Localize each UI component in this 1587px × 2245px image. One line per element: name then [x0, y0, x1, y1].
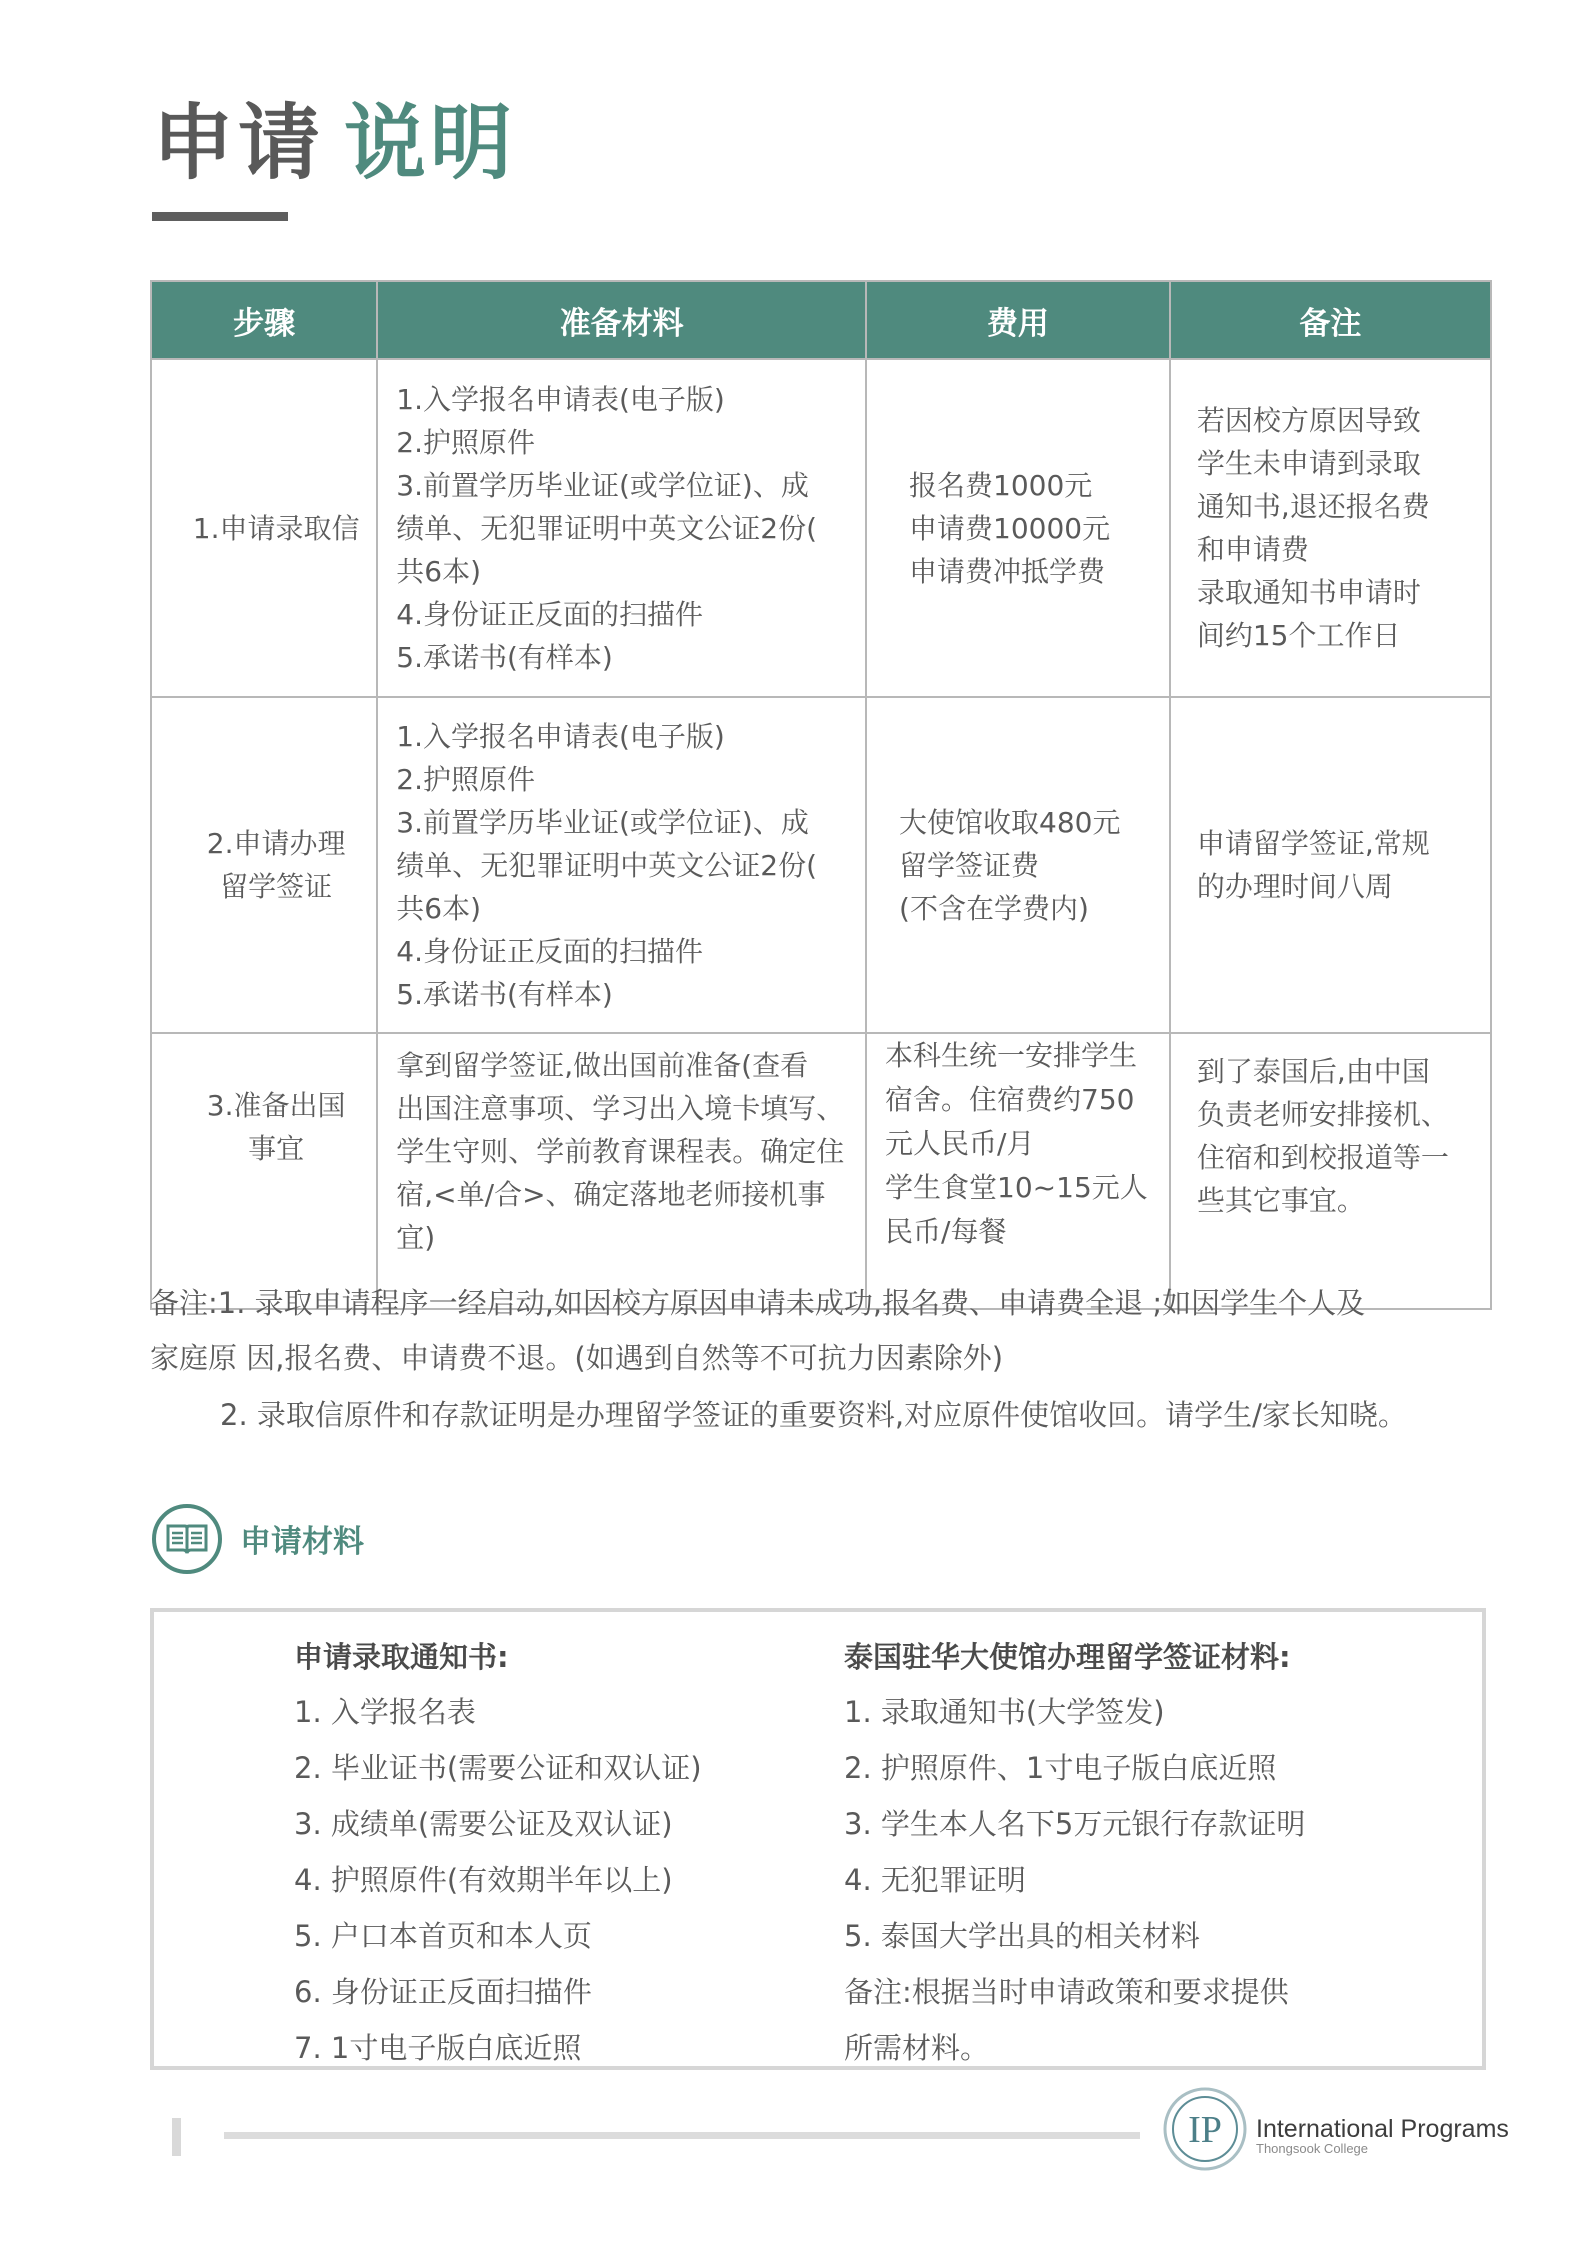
list-item: 2. 毕业证书(需要公证和双认证)	[294, 1751, 702, 1785]
cell-step	[151, 697, 377, 1033]
table-row	[151, 697, 1491, 1033]
cell-note	[1170, 1033, 1491, 1309]
cell-line: 3.前置学历毕业证(或学位证)、成	[396, 468, 809, 502]
cell-line: 留学签证	[220, 870, 333, 903]
cell-fee	[866, 1033, 1170, 1309]
cell-line: 3.前置学历毕业证(或学位证)、成	[396, 805, 809, 839]
remark-block	[150, 1276, 1492, 1443]
list-item: 备注:根据当时申请政策和要求提供	[844, 1975, 1289, 2009]
header-materials: 准备材料	[377, 281, 866, 359]
list-item: 4. 无犯罪证明	[844, 1863, 1026, 1897]
list-item: 所需材料。	[844, 2031, 990, 2065]
cell-line: 出国注意事项、学习出入境卡填写、	[396, 1092, 845, 1125]
materials-box	[150, 1608, 1486, 2070]
cell-note	[1170, 697, 1491, 1033]
remark-line-3: 2. 录取信原件和存款证明是办理留学签证的重要资料,对应原件使馆收回。请学生/家长知晓。	[220, 1398, 1407, 1432]
list-item: 2. 护照原件、1寸电子版白底近照	[844, 1751, 1277, 1785]
cell-line: (不含在学费内)	[899, 891, 1089, 925]
cell-line: 2.护照原件	[396, 425, 535, 459]
cell-line: 和申请费	[1196, 533, 1309, 566]
cell-line: 绩单、无犯罪证明中英文公证2份(	[396, 511, 818, 545]
org-subtitle: Thongsook College	[1256, 2141, 1369, 2156]
cell-line: 民币/每餐	[885, 1215, 1007, 1248]
cell-fee	[866, 359, 1170, 697]
cell-line: 宿,<单/合>、确定落地老师接机事	[396, 1178, 826, 1211]
cell-materials	[377, 1033, 866, 1309]
visa-materials-list	[844, 1630, 1305, 2076]
cell-line: 通知书,退还报名费	[1196, 490, 1430, 523]
cell-line: 到了泰国后,由中国	[1196, 1055, 1430, 1088]
cell-line: 4.身份证正反面的扫描件	[396, 597, 703, 631]
remark-line-2: 家庭原 因,报名费、申请费不退。(如遇到自然等不可抗力因素除外)	[150, 1341, 1004, 1375]
cell-line: 些其它事宜。	[1196, 1184, 1365, 1217]
cell-line: 1.入学报名申请表(电子版)	[396, 382, 725, 416]
cell-line: 录取通知书申请时	[1196, 576, 1421, 609]
table-row	[151, 1033, 1491, 1309]
cell-fee	[866, 697, 1170, 1033]
table-row	[151, 359, 1491, 697]
header-step: 步骤	[151, 281, 377, 359]
list-heading: 泰国驻华大使馆办理留学签证材料:	[844, 1640, 1291, 1674]
remark-line-1: 备注:1. 录取申请程序一经启动,如因校方原因申请未成功,报名费、申请费全退 ;如因学生个人及	[150, 1286, 1366, 1320]
cell-line: 申请费10000元	[909, 511, 1111, 545]
cell-line: 报名费1000元	[909, 468, 1093, 502]
cell-line: 学生守则、学前教育课程表。确定住	[396, 1135, 845, 1168]
cell-line: 住宿和到校报道等一	[1196, 1141, 1449, 1174]
list-item: 1. 录取通知书(大学签发)	[844, 1695, 1165, 1729]
cell-line: 宿舍。住宿费约750	[885, 1083, 1135, 1116]
cell-line: 宜)	[396, 1221, 436, 1254]
admission-materials-list	[294, 1630, 702, 2076]
page-title-part1: 申请	[152, 96, 325, 191]
cell-line: 负责老师安排接机、	[1196, 1098, 1449, 1131]
footer-logo-text	[1256, 2116, 1509, 2156]
footer-divider	[224, 2132, 1140, 2139]
cell-line: 5.承诺书(有样本)	[396, 977, 613, 1011]
logo-letters: IP	[1188, 2109, 1222, 2151]
cell-note	[1170, 359, 1491, 697]
cell-materials	[377, 359, 866, 697]
table-header-row	[151, 281, 1491, 359]
list-item: 3. 学生本人名下5万元银行存款证明	[844, 1807, 1306, 1841]
cell-line: 学生食堂10~15元人	[885, 1171, 1148, 1204]
application-steps-table	[150, 280, 1492, 1310]
list-item: 3. 成绩单(需要公证及双认证)	[294, 1807, 673, 1841]
cell-line: 1.申请录取信	[192, 511, 360, 545]
title-underline	[152, 212, 288, 221]
cell-line: 学生未申请到录取	[1196, 447, 1421, 480]
list-item: 6. 身份证正反面扫描件	[294, 1975, 592, 2009]
org-name: International Programs	[1256, 2115, 1509, 2143]
cell-line: 申请留学签证,常规	[1196, 827, 1430, 860]
cell-line: 本科生统一安排学生	[885, 1039, 1138, 1072]
cell-line: 间约15个工作日	[1196, 619, 1401, 652]
cell-line: 留学签证费	[899, 848, 1040, 882]
header-note: 备注	[1170, 281, 1491, 359]
cell-line: 绩单、无犯罪证明中英文公证2份(	[396, 848, 818, 882]
cell-step	[151, 359, 377, 697]
cell-line: 元人民币/月	[885, 1127, 1035, 1160]
header-fee: 费用	[866, 281, 1170, 359]
cell-line: 1.入学报名申请表(电子版)	[396, 719, 725, 753]
list-item: 5. 泰国大学出具的相关材料	[844, 1919, 1200, 1953]
section-title: 申请材料	[240, 1524, 364, 1560]
cell-line: 若因校方原因导致	[1196, 404, 1421, 437]
cell-line: 拿到留学签证,做出国前准备(查看	[396, 1049, 809, 1082]
list-item: 7. 1寸电子版白底近照	[294, 2031, 582, 2065]
college-logo-icon	[1162, 2086, 1248, 2172]
list-heading: 申请录取通知书:	[294, 1640, 509, 1674]
cell-line: 的办理时间八周	[1196, 870, 1393, 903]
cell-line: 申请费冲抵学费	[909, 554, 1106, 588]
cell-line: 共6本)	[396, 554, 482, 588]
cell-line: 5.承诺书(有样本)	[396, 640, 613, 674]
page-title	[152, 78, 516, 195]
cell-materials	[377, 697, 866, 1033]
cell-line: 2.申请办理	[206, 827, 346, 860]
list-item: 5. 户口本首页和本人页	[294, 1919, 592, 1953]
page-title-part2: 说明	[344, 96, 517, 191]
book-icon	[152, 1504, 222, 1574]
cell-line: 4.身份证正反面的扫描件	[396, 934, 703, 968]
cell-step	[151, 1033, 377, 1309]
cell-line: 2.护照原件	[396, 762, 535, 796]
cell-line: 共6本)	[396, 891, 482, 925]
list-item: 1. 入学报名表	[294, 1695, 476, 1729]
footer-tick	[172, 2118, 181, 2156]
list-item: 4. 护照原件(有效期半年以上)	[294, 1863, 673, 1897]
cell-line: 事宜	[248, 1132, 305, 1165]
cell-line: 3.准备出国	[206, 1089, 346, 1122]
cell-line: 大使馆收取480元	[899, 805, 1121, 839]
